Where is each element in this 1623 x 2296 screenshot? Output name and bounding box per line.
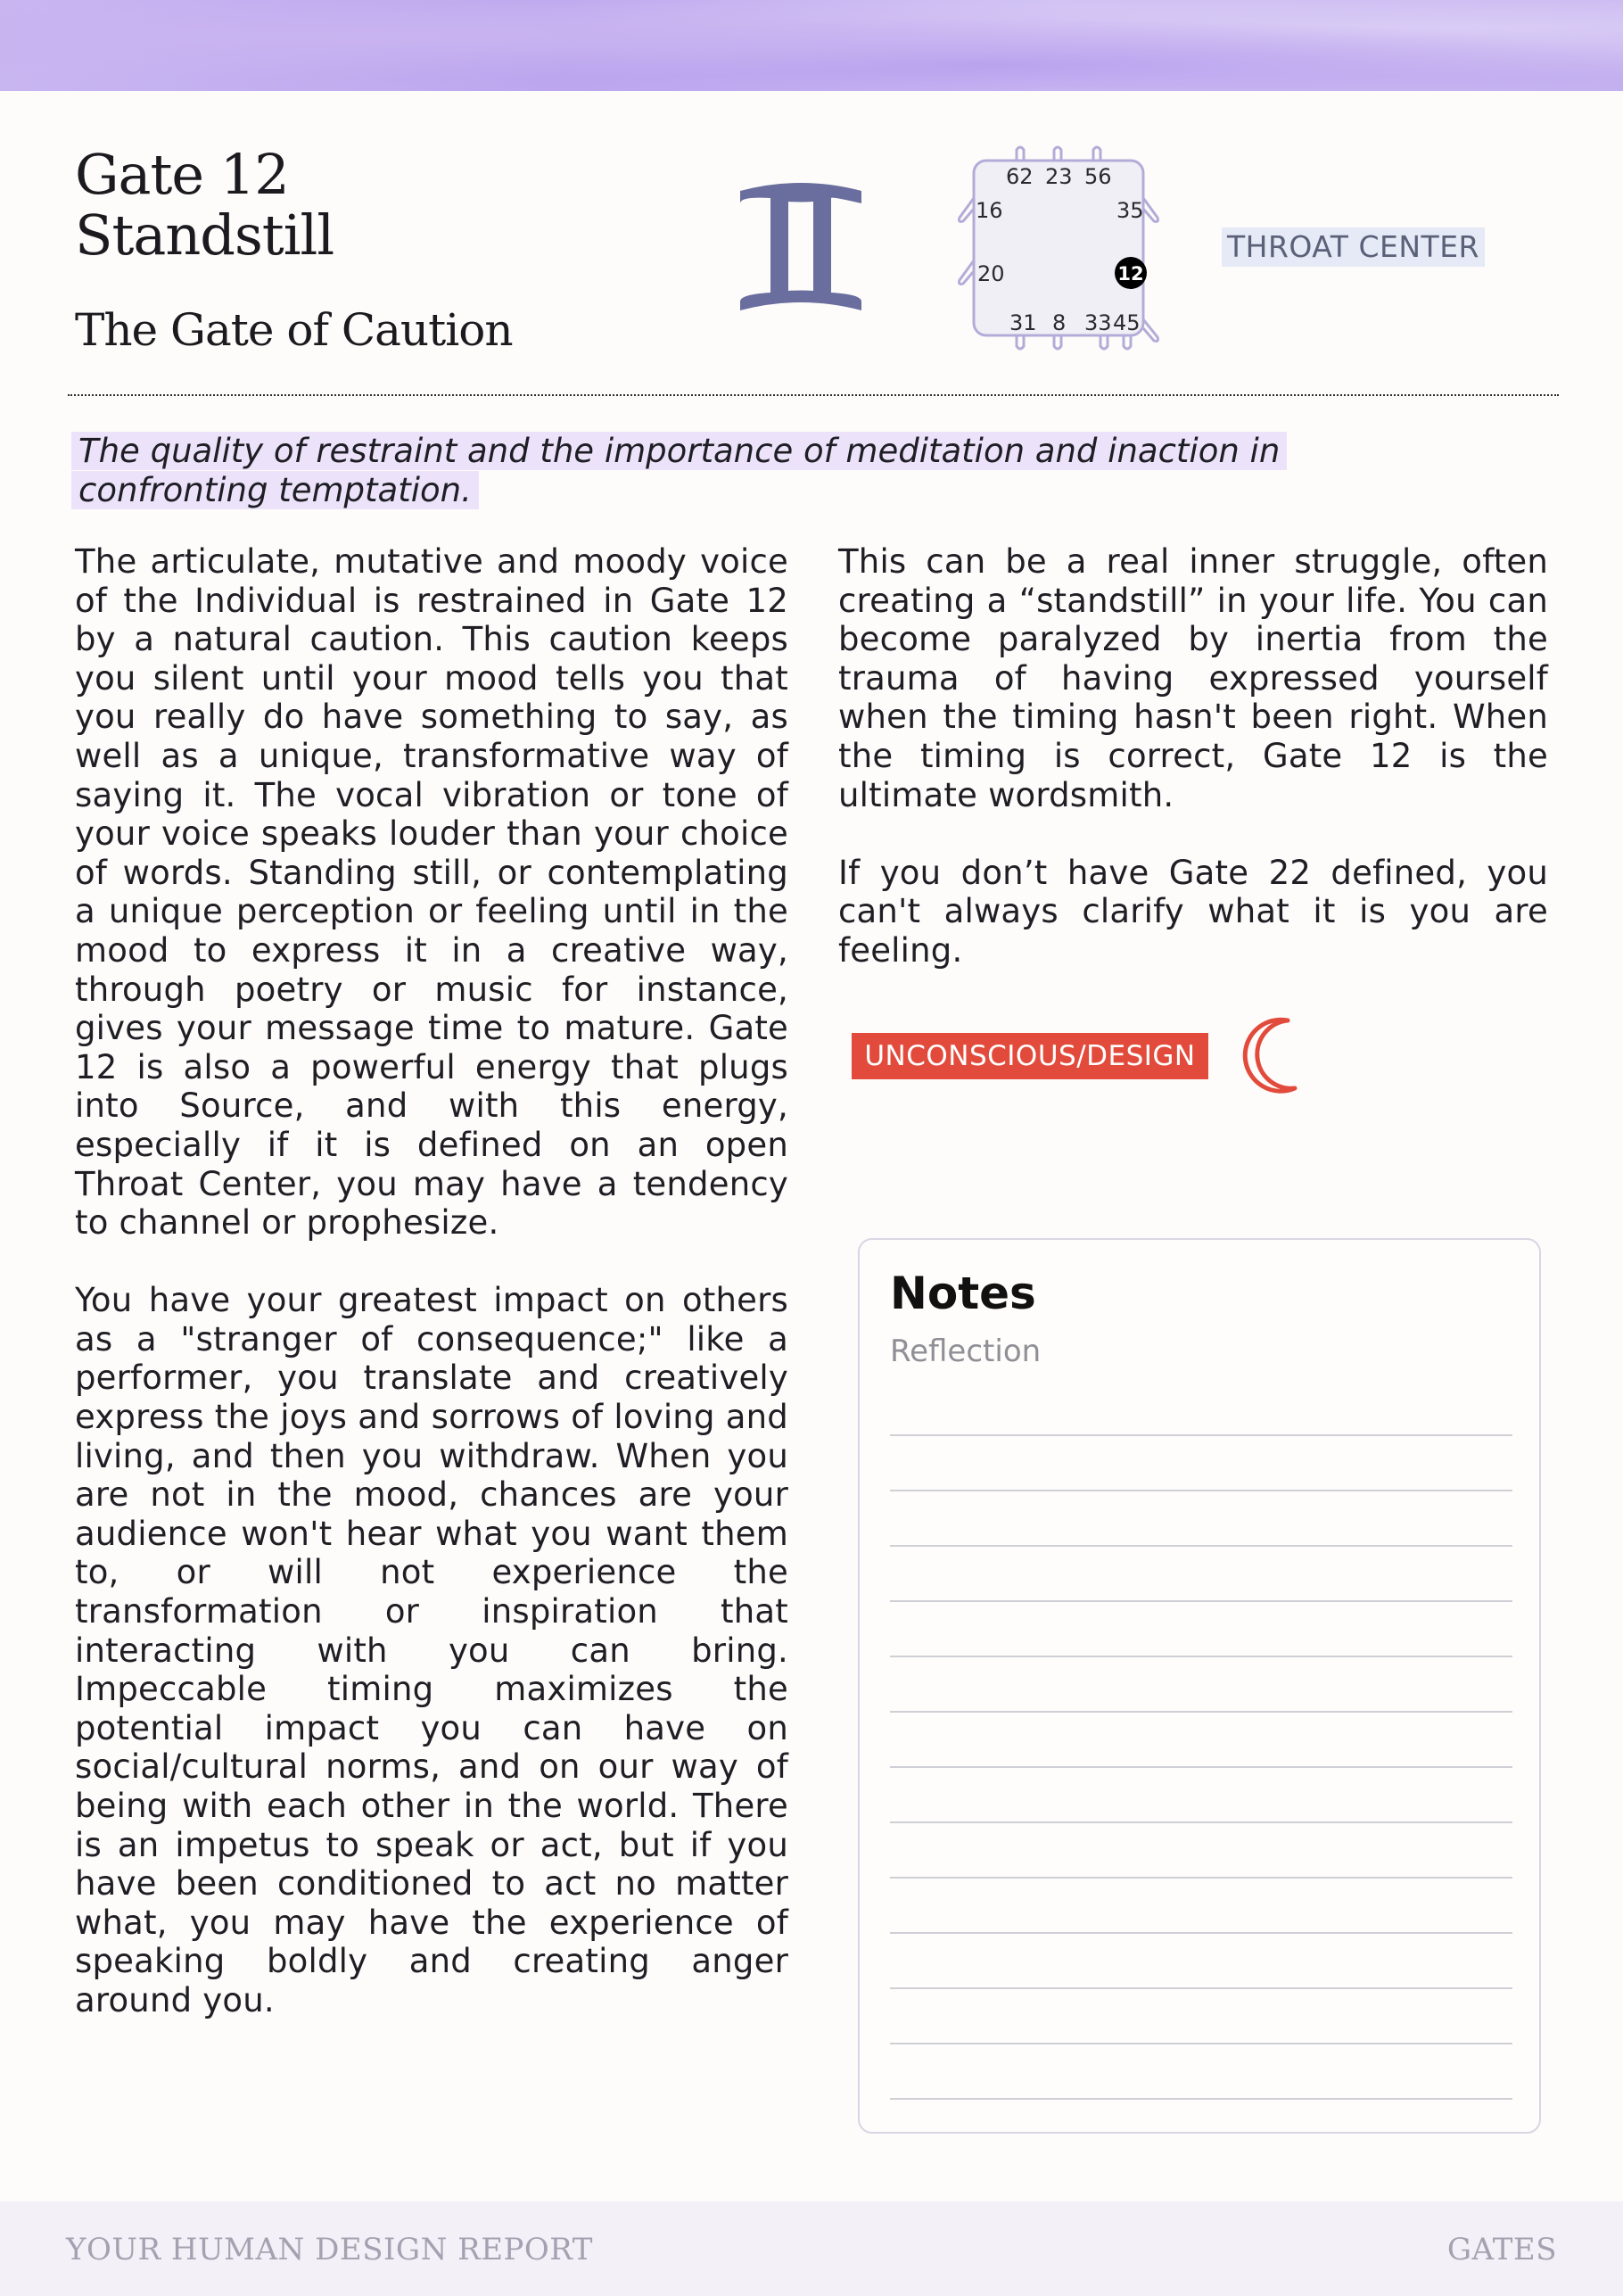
right-column <box>838 542 1548 970</box>
gate-label-left-upper: 16 <box>976 198 1003 223</box>
header-watercolor-band <box>0 0 1623 91</box>
note-line <box>890 2043 1512 2044</box>
gate-label-bottom-4: 45 <box>1113 310 1141 335</box>
activation-badge: UNCONSCIOUS/DESIGN <box>852 1033 1208 1079</box>
right-paragraph-2: If you don’t have Gate 22 defined, you can't always clarify what it is you are feeling. <box>838 853 1548 970</box>
note-line <box>890 2098 1512 2100</box>
note-line <box>890 1877 1512 1879</box>
lead-quote-text: The quality of restraint and the importance of meditation and inaction in confronting temptation. <box>71 432 1287 509</box>
left-paragraph-2: You have your greatest impact on others as a "stranger of consequence;" like a performer, you translate and creatively express the joys and sorrows of loving and living, and then you withdraw. When you are not in the mood, chances are your audience won't hear what you want them to, or will not experience the transformation or inspiration that interacting with you can bring. Impeccable timing maximizes the potential impact you can have on social/cultural norms, and on our way of being with each other in the world. There is an impetus to speak or act, but if you have been conditioned to act no matter what, you may have the experience of speaking boldly and creating anger around you. <box>75 1281 788 2019</box>
active-gate-label: 12 <box>1117 263 1144 285</box>
note-line <box>890 1766 1512 1768</box>
left-column <box>75 542 788 2020</box>
gate-label-top-1: 62 <box>1006 164 1034 189</box>
gemini-icon <box>735 178 867 314</box>
note-line <box>890 1656 1512 1657</box>
moon-icon <box>1241 1015 1306 1094</box>
gate-label-bottom-3: 33 <box>1084 310 1112 335</box>
gate-subtitle: The Gate of Caution <box>75 304 513 356</box>
lead-quote <box>71 432 1409 510</box>
footer-report-title: YOUR HUMAN DESIGN REPORT <box>66 2232 593 2267</box>
throat-center-icon <box>949 143 1181 357</box>
note-line <box>890 1711 1512 1713</box>
note-line <box>890 1490 1512 1491</box>
gate-label-bottom-1: 31 <box>1009 310 1037 335</box>
gate-label-bottom-2: 8 <box>1052 310 1067 335</box>
note-line <box>890 1821 1512 1823</box>
footer-section-label: GATES <box>1446 2232 1557 2267</box>
note-line <box>890 1987 1512 1989</box>
note-line <box>890 1600 1512 1602</box>
left-paragraph-1: The articulate, mutative and moody voice of the Individual is restrained in Gate 12 by a natural caution. This caution keeps you silent until your mood tells you that you really do have something to say, as well as a unique, transformative way of saying it. The vocal vibration or tone of your voice speaks louder than your choice of words. Standing still, or contemplating a unique perception or feeling until in the mood to express it in a creative way, through poetry or music for instance, gives your message time to mature. Gate 12 is also a powerful energy that plugs into Source, and with this energy, especially if it is defined on an open Throat Center, you may have a tendency to channel or prophesize. <box>75 542 788 1243</box>
note-line <box>890 1545 1512 1547</box>
center-badge: THROAT CENTER <box>1222 227 1485 267</box>
gate-label-top-2: 23 <box>1045 164 1073 189</box>
gate-label-top-3: 56 <box>1084 164 1112 189</box>
gate-label-left-lower: 20 <box>977 261 1005 286</box>
gate-number-title: Gate 12 <box>75 142 289 207</box>
notes-subtitle: Reflection <box>890 1334 1042 1369</box>
notes-card <box>858 1238 1541 2134</box>
gate-name-title: Standstill <box>75 202 334 268</box>
gate-label-right-upper: 35 <box>1116 198 1144 223</box>
notes-title: Notes <box>890 1268 1036 1319</box>
note-line <box>890 1434 1512 1436</box>
right-paragraph-1: This can be a real inner struggle, often creating a “standstill” in your life. You can become paralyzed by inertia from the trauma of having expressed yourself when the timing hasn't been right. When the timing is correct, Gate 12 is the ultimate wordsmith. <box>838 542 1548 814</box>
dotted-divider <box>68 394 1559 396</box>
note-line <box>890 1932 1512 1934</box>
